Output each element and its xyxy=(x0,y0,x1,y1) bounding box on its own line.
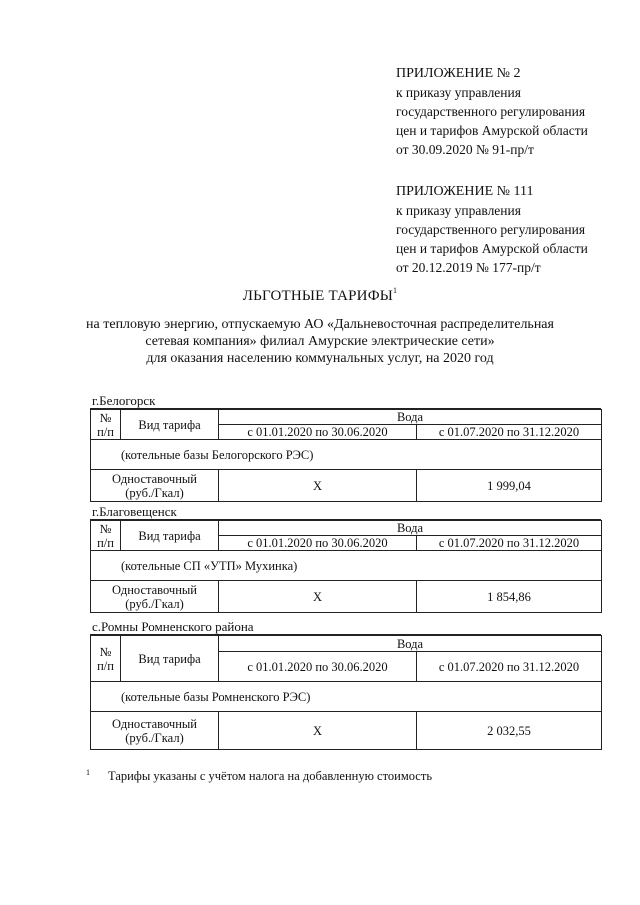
appendix-line: к приказу управления xyxy=(396,203,521,218)
tariff-table xyxy=(90,520,602,613)
city-label: с.Ромны Ромненского района xyxy=(90,620,601,635)
appendix-line: к приказу управления xyxy=(396,85,521,100)
value-period1: Х xyxy=(219,581,417,613)
num-header: № п/п xyxy=(91,410,121,440)
appendix-line: цен и тарифов Амурской области xyxy=(396,123,588,138)
num-header: № п/п xyxy=(91,636,121,682)
tariff-block-belogorsk xyxy=(90,394,601,502)
period1-header: с 01.01.2020 по 30.06.2020 xyxy=(219,536,417,551)
appendix-2-header xyxy=(396,64,636,159)
city-label: г.Белогорск xyxy=(90,394,601,409)
value-period2: 2 032,55 xyxy=(417,712,602,750)
period2-header: с 01.07.2020 по 31.12.2020 xyxy=(417,425,602,440)
document-title xyxy=(0,286,640,305)
document-title-text: ЛЬГОТНЫЕ ТАРИФЫ xyxy=(242,288,394,304)
source-row: (котельные базы Белогорского РЭС) xyxy=(91,440,602,470)
tariff-type-header: Вид тарифа xyxy=(121,636,219,682)
row-label: Одноставочный (руб./Гкал) xyxy=(91,581,219,613)
subtitle-line: сетевая компания» филиал Амурские электрические сети» xyxy=(145,334,495,349)
source-row: (котельные СП «УТП» Мухинка) xyxy=(91,551,602,581)
value-period2: 1 999,04 xyxy=(417,470,602,502)
appendix-line: от 30.09.2020 № 91-пр/т xyxy=(396,142,534,157)
document-subtitle xyxy=(60,316,580,367)
appendix-111-header xyxy=(396,182,636,277)
footnote-mark: 1 xyxy=(86,768,90,777)
water-header: Вода xyxy=(219,521,602,536)
subtitle-line: для оказания населению коммунальных услуг, на 2020 год xyxy=(146,351,494,366)
appendix-line: цен и тарифов Амурской области xyxy=(396,241,588,256)
appendix-line: государственного регулирования xyxy=(396,222,586,237)
subtitle-line: на тепловую энергию, отпускаемую АО «Дальневосточная распределительная xyxy=(86,317,554,332)
water-header: Вода xyxy=(219,636,602,652)
value-period1: Х xyxy=(219,712,417,750)
appendix-title: ПРИЛОЖЕНИЕ № 111 xyxy=(396,184,534,199)
water-header: Вода xyxy=(219,410,602,425)
source-row: (котельные базы Ромненского РЭС) xyxy=(91,682,602,712)
tariff-table xyxy=(90,635,602,750)
appendix-line: государственного регулирования xyxy=(396,104,586,119)
footnote xyxy=(86,768,432,784)
tariff-type-header: Вид тарифа xyxy=(121,410,219,440)
footnote-reference: 1 xyxy=(393,286,398,295)
tariff-block-romny xyxy=(90,620,601,750)
period2-header: с 01.07.2020 по 31.12.2020 xyxy=(417,652,602,682)
period1-header: с 01.01.2020 по 30.06.2020 xyxy=(219,652,417,682)
period2-header: с 01.07.2020 по 31.12.2020 xyxy=(417,536,602,551)
value-period1: Х xyxy=(219,470,417,502)
tariff-type-header: Вид тарифа xyxy=(121,521,219,551)
period1-header: с 01.01.2020 по 30.06.2020 xyxy=(219,425,417,440)
value-period2: 1 854,86 xyxy=(417,581,602,613)
city-label: г.Благовещенск xyxy=(90,505,601,520)
row-label: Одноставочный (руб./Гкал) xyxy=(91,712,219,750)
footnote-text: Тарифы указаны с учётом налога на добавленную стоимость xyxy=(108,769,433,783)
appendix-line: от 20.12.2019 № 177-пр/т xyxy=(396,260,541,275)
tariff-block-blagoveshchensk xyxy=(90,505,601,613)
num-header: № п/п xyxy=(91,521,121,551)
appendix-title: ПРИЛОЖЕНИЕ № 2 xyxy=(396,66,521,81)
row-label: Одноставочный (руб./Гкал) xyxy=(91,470,219,502)
tariff-table xyxy=(90,409,602,502)
